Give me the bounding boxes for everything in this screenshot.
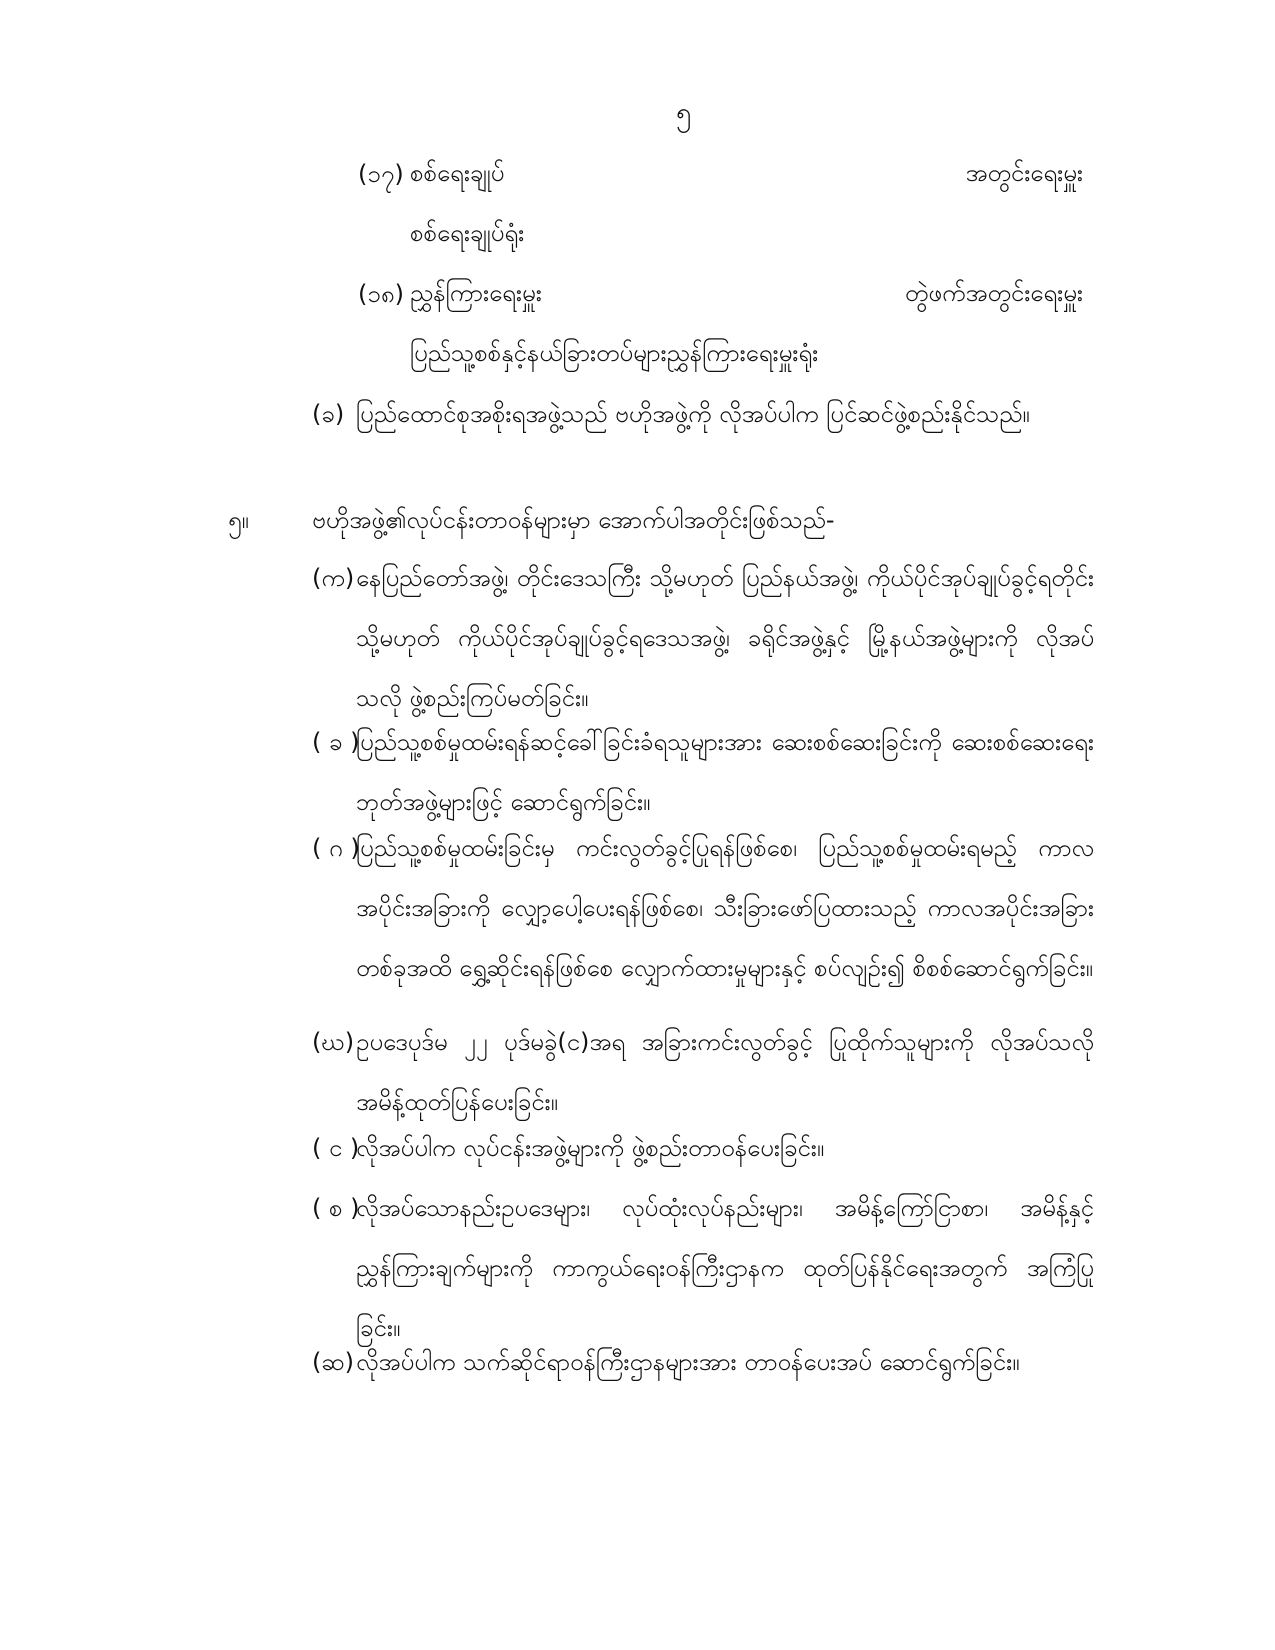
item-nga-text: လိုအပ်ပါက လုပ်ငန်းအဖွဲ့များကို ဖွဲ့စည်းတာဝန်ပေးခြင်း။ <box>356 1134 825 1162</box>
item-nga-label: ( င ) <box>312 1134 360 1162</box>
row-17-rank: အတွင်းရေးမှူး <box>965 159 1083 187</box>
clause-kha-text: ပြည်ထောင်စုအစိုးရအဖွဲ့သည် ဗဟိုအဖွဲ့ကို လိုအပ်ပါက ပြင်ဆင်ဖွဲ့စည်းနိုင်သည်။ <box>356 400 1030 428</box>
row-17-office: စစ်ရေးချုပ်ရုံး <box>410 219 525 247</box>
item-kha-text: ပြည်သူ့စစ်မှုထမ်းရန်ဆင့်ခေါ်ခြင်းခံရသူများအား ဆေးစစ်ဆေးခြင်းကို ဆေးစစ်ဆေးရေးဘုတ်အဖွဲ့များဖြင့် ဆောင်ရွက်ခြင်း။ <box>356 728 1094 816</box>
row-18-rank: တွဲဖက်အတွင်းရေးမှူး <box>904 279 1083 307</box>
item-ga-text: ပြည်သူ့စစ်မှုထမ်းခြင်းမှ ကင်းလွတ်ခွင့်ပြုရန်ဖြစ်စေ၊ ပြည်သူ့စစ်မှုထမ်းရမည့် ကာလအပိုင်းအခြားကို လျှော့ပေါ့ပေးရန်ဖြစ်စေ၊ သီးခြားဖော်ပြထားသည့် ကာလအပိုင်းအခြားတစ်ခုအထိ ရွှေ့ဆိုင်းရန်ဖြစ်စေ လျှောက်ထားမှုများနှင့် စပ်လျဉ်း၍ စိစစ်ဆောင်ရွက်ခြင်း။ <box>356 834 1094 982</box>
section-5-number: ၅။ <box>228 506 249 534</box>
row-18-number: (၁၈) <box>358 280 404 308</box>
item-gha-label: (ဃ) <box>312 1028 355 1056</box>
item-gha-text: ဥပဒေပုဒ်မ ၂၂ ပုဒ်မခွဲ(င)အရ အခြားကင်းလွတ်ခွင့် ပြုထိုက်သူများကို လိုအပ်သလို အမိန့်ထုတ်ပြန်ပေးခြင်း။ <box>356 1028 1094 1116</box>
row-17-number: (၁၇) <box>358 160 404 188</box>
row-17-title: စစ်ရေးချုပ် <box>410 159 505 187</box>
section-5-heading: ဗဟိုအဖွဲ့၏လုပ်ငန်းတာဝန်များမှာ အောက်ပါအတိုင်းဖြစ်သည်- <box>312 506 835 534</box>
item-ga-label: ( ဂ ) <box>312 834 360 862</box>
clause-kha-label: (ခ) <box>312 400 345 428</box>
item-kha-label: ( ခ ) <box>312 728 360 756</box>
item-sa-label: ( စ ) <box>312 1194 360 1222</box>
item-hsa-text: လိုအပ်ပါက သက်ဆိုင်ရာဝန်ကြီးဌာနများအား တာဝန်ပေးအပ် ဆောင်ရွက်ခြင်း။ <box>356 1348 1020 1376</box>
row-18-title: ညွှန်ကြားရေးမှူး <box>410 279 542 307</box>
item-hsa-label: (ဆ) <box>312 1348 354 1376</box>
item-ka-text: နေပြည်တော်အဖွဲ့၊ တိုင်းဒေသကြီး သို့မဟုတ် ပြည်နယ်အဖွဲ့၊ ကိုယ်ပိုင်အုပ်ချုပ်ခွင့်ရတိုင်း သို့မဟုတ် ကိုယ်ပိုင်အုပ်ချုပ်ခွင့်ရဒေသအဖွဲ့၊ ခရိုင်အဖွဲ့နှင့် မြို့နယ်အဖွဲ့များကို လိုအပ်သလို ဖွဲ့စည်းကြပ်မတ်ခြင်း။ <box>356 564 1094 712</box>
item-sa-text: လိုအပ်သောနည်းဥပဒေများ၊ လုပ်ထုံးလုပ်နည်းများ၊ အမိန့်ကြော်ငြာစာ၊ အမိန့်နှင့် ညွှန်ကြားချက်များကို ကာကွယ်ရေးဝန်ကြီးဌာနက ထုတ်ပြန်နိုင်ရေးအတွက် အကြံပြုခြင်း။ <box>356 1194 1094 1342</box>
row-18-office: ပြည်သူ့စစ်နှင့်နယ်ခြားတပ်များညွှန်ကြားရေးမှူးရုံး <box>410 339 819 367</box>
page-number: ၅ <box>676 97 692 128</box>
item-ka-label: (က) <box>312 564 355 592</box>
